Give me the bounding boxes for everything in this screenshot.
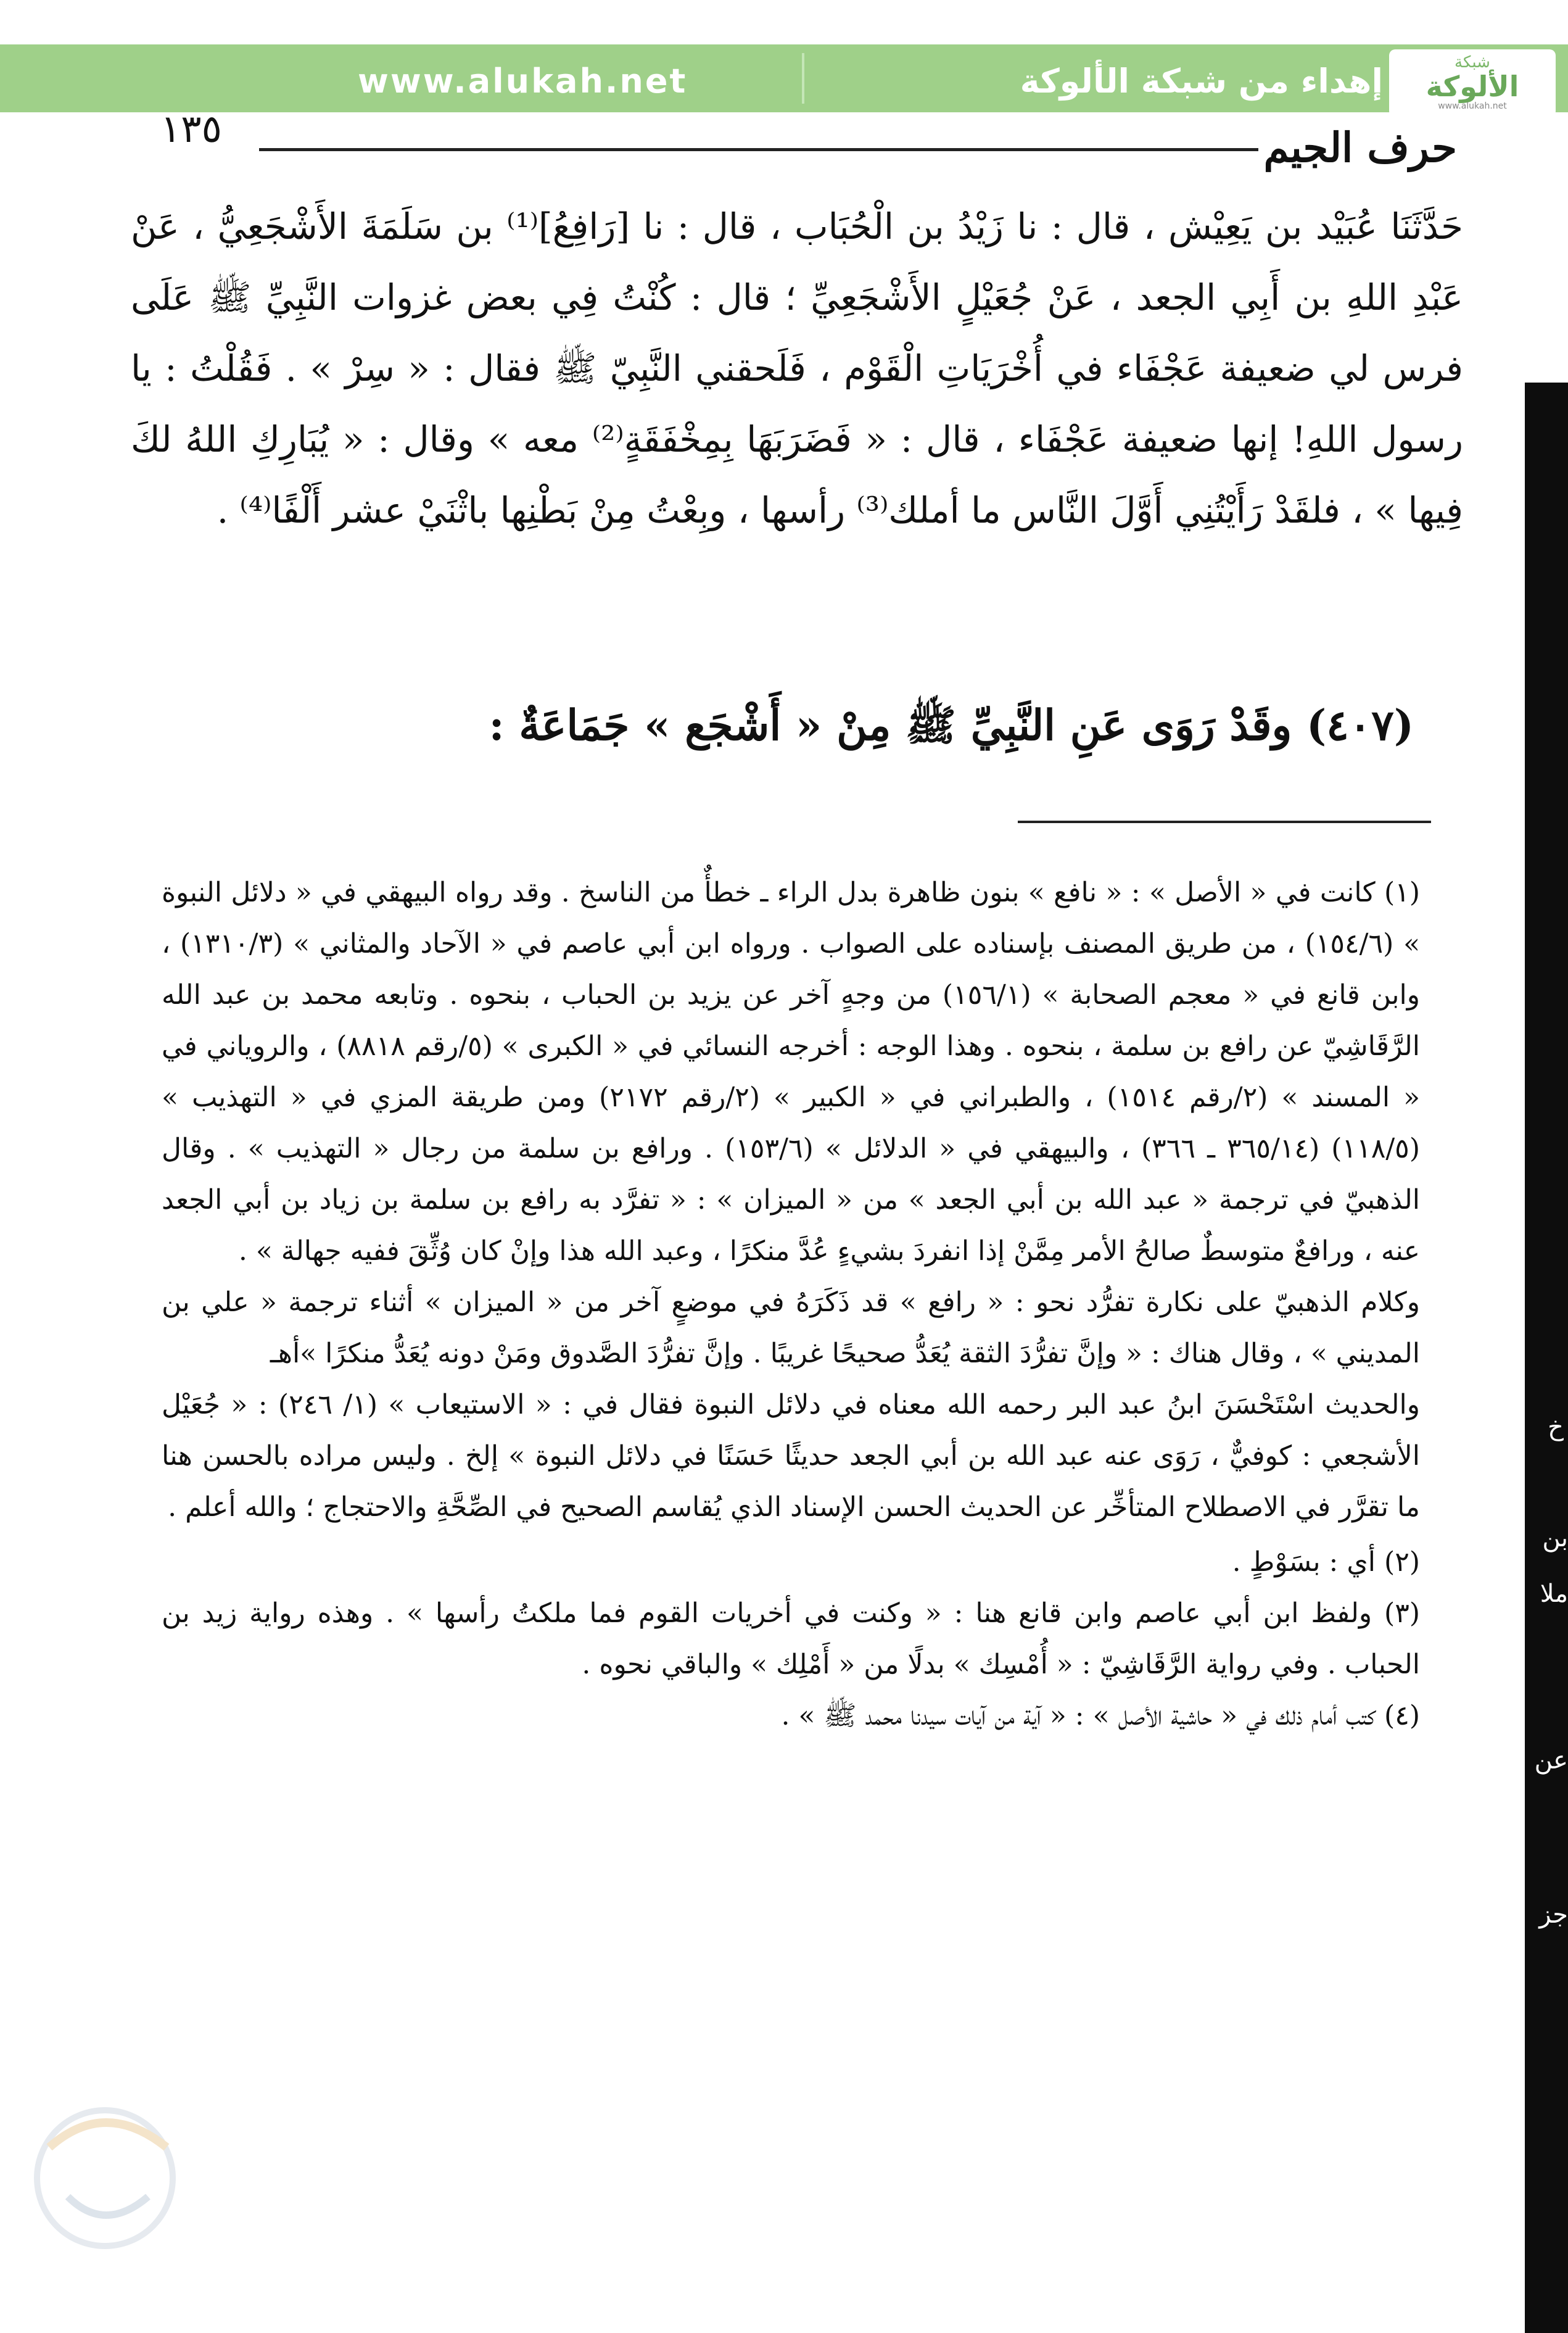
page-number: ١٣٥ [160, 106, 222, 151]
edge-fragment: جز [1539, 1900, 1568, 1929]
footnote-1-cont-b: والحديث اسْتَحْسَنَ ابنُ عبد البر رحمه الله معناه في دلائل النبوة فقال في : « الاستيعاب » (١/ ٢٤٦) : « جُعَيْل الأشجعي : كوفيٌّ ، رَوَى عنه عبد الله بن أبي الجعد حديثًا حَسَنًا في دلائل النبوة » إلخ . وليس مراده بالحسن هنا ما تقرَّر في الاصطلاح المتأخِّر عن الحديث الحسن الإسناد الذي يُقاسم الصحيح في الصِّحَّةِ والاحتجاج ؛ والله أعلم . [162, 1389, 1420, 1523]
hadith-paragraph: حَدَّثَنَا عُبَيْد بن يَعِيْش ، قال : نا زَيْدُ بن الْحُبَاب ، قال : نا [رَافِعُ]⁽¹⁾ بن سَلَمَةَ الأَشْجَعِيُّ ، عَنْ عَبْدِ اللهِ بن أَبِي الجعد ، عَنْ جُعَيْلٍ الأَشْجَعِيِّ ؛ قال : كُنْتُ فِي بعض غزوات النَّبِيِّ ﷺ عَلَى فرس لي ضعيفة عَجْفَاء في أُخْرَيَاتِ الْقَوْم ، فَلَحقني النَّبِيّ ﷺ فقال : « سِرْ » . فَقُلْتُ : يا رسول اللهِ! إنها ضعيفة عَجْفَاء ، قال : « فَضَرَبَهَا بِمِخْفَقَةٍ⁽²⁾ معه » وقال : « يُبَارِكِ اللهُ لكَ فِيها » ، فلقَدْ رَأَيْتُنِي أَوَّلَ النَّاس ما أملك⁽³⁾ رأسها ، وبِعْتُ مِنْ بَطْنِها باثْنَيْ عشر أَلْفًا⁽⁴⁾ . [131, 205, 1463, 531]
footnote-1-cont-a: وكلام الذهبيّ على نكارة تفرُّد نحو : « رافع » قد ذَكَرَهُ في موضعٍ آخر من « الميزان » أثناء ترجمة « علي بن المديني » ، وقال هناك : « وإنَّ تفرُّدَ الثقة يُعَدُّ صحيحًا غريبًا . وإنَّ تفرُّدَ الصَّدوق ومَنْ دونه يُعَدُّ منكرًا »أهـ [162, 1287, 1420, 1369]
footnote-2: (٢) أي : بسَوْطٍ . [1232, 1546, 1420, 1578]
header-rule [259, 148, 1258, 151]
edge-fragment: ملا [1540, 1580, 1568, 1608]
section-heading: (٤٠٧) وقَدْ رَوَى عَنِ النَّبِيِّ ﷺ مِنْ « أَشْجَع » جَمَاعَةٌ : [489, 701, 1414, 750]
footnotes [162, 867, 1420, 1741]
running-title: حرف الجيم [1263, 123, 1457, 172]
scan-edge-shadow [1525, 383, 1568, 2333]
footnote-rule [1018, 821, 1431, 823]
main-text [131, 191, 1463, 546]
footnote-1: (١) كانت في « الأصل » : « نافع » بنون ظاهرة بدل الراء ـ خطأٌ من الناسخ . وقد رواه البيهقي في « دلائل النبوة » (١٥٤/٦) ، من طريق المصنف بإسناده على الصواب . ورواه ابن أبي عاصم في « الآحاد والمثاني » (١٣١٠/٣) ، وابن قانع في « معجم الصحابة » (١٥٦/١) من وجهٍ آخر عن يزيد بن الحباب ، بنحوه . وتابعه محمد بن عبد الله الرَّقَاشِيّ عن رافع بن سلمة ، بنحوه . وهذا الوجه : أخرجه النسائي في « الكبرى » (٥/رقم ٨٨١٨) ، والروياني في « المسند » (٢/رقم ١٥١٤) ، والطبراني في « الكبير » (٢/رقم ٢١٧٢) ومن طريقة المزي في « التهذيب » (١١٨/٥) (٣٦٥/١٤ ـ ٣٦٦) ، والبيهقي في « الدلائل » (١٥٣/٦) . ورافع بن سلمة من رجال « التهذيب » . وقال الذهبيّ في ترجمة « عبد الله بن أبي الجعد » من « الميزان » : « تفرَّد به رافع بن سلمة بن زياد بن أبي الجعد عنه ، ورافعٌ متوسطٌ صالحُ الأمر مِمَّنْ إذا انفردَ بشيءٍ عُدَّ منكرًا ، وعبد الله هذا وإنْ كان وُثِّقَ ففيه جهالة » . [162, 877, 1421, 1267]
edge-fragment: خ [1548, 1413, 1564, 1441]
banner-divider [802, 53, 804, 104]
watermark-emblem-icon [12, 2073, 210, 2258]
logo-url-text: www.alukah.net [1438, 101, 1507, 111]
alukah-logo[interactable] [1389, 49, 1556, 117]
edge-fragment: عن [1534, 1746, 1568, 1775]
banner-gift-text: إهداء من شبكة الألوكة [1020, 62, 1383, 101]
edge-fragment: بن [1542, 1524, 1568, 1552]
site-banner [0, 44, 1568, 112]
footnote-4: (٤) كتب أمام ذلك في « حاشية الأصل » : « آية من آيات سيدنا محمد ﷺ » . [781, 1700, 1420, 1731]
banner-site-url[interactable]: www.alukah.net [358, 62, 688, 101]
logo-main-text: الألوكة [1426, 70, 1519, 103]
footnote-3: (٣) ولفظ ابن أبي عاصم وابن قانع هنا : « وكنت في أخريات القوم فما ملكتُ رأسها » . وهذه رواية زيد بن الحباب . وفي رواية الرَّقَاشِيّ : « أُمْسِك » بدلًا من « أَمْلِك » والباقي نحوه . [162, 1597, 1420, 1680]
logo-top-text: شبكة [1455, 53, 1490, 72]
